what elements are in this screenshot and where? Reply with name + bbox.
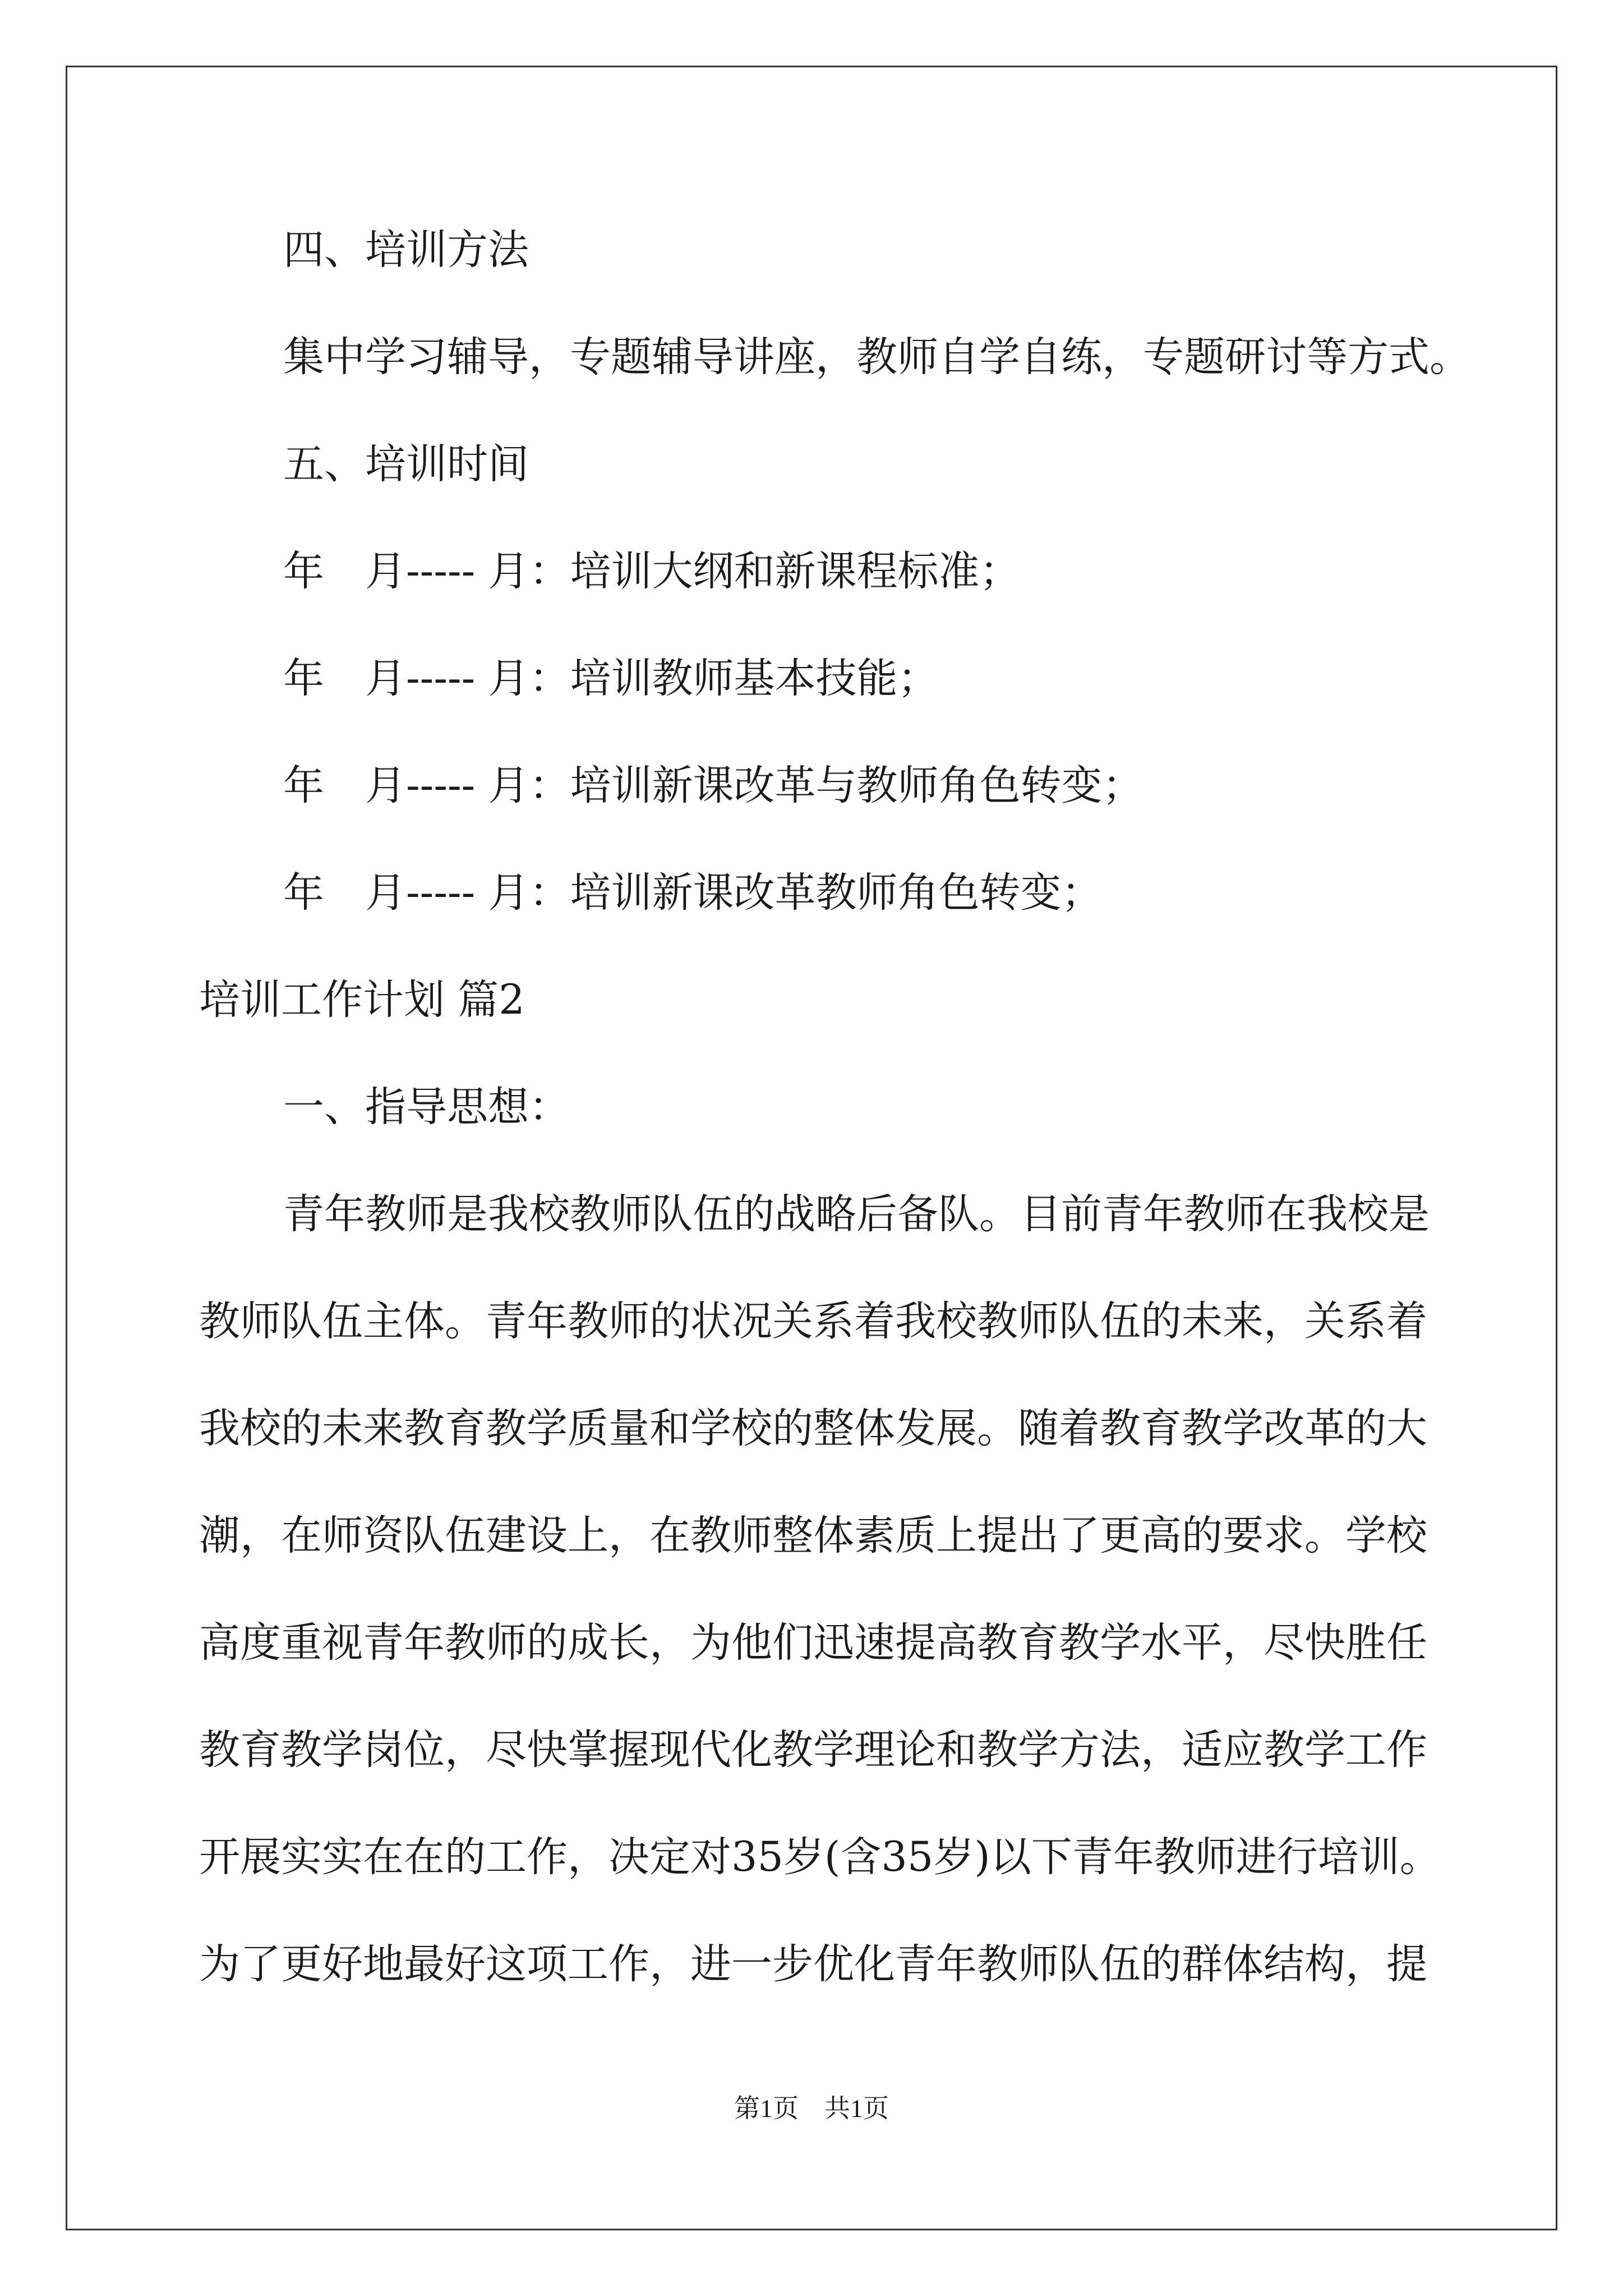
paragraph-line: 教师队伍主体。青年教师的状况关系着我校教师队伍的未来，关系着 (199, 1297, 1427, 1345)
schedule-item: 年 月----- 月：培训新课改革与教师角色转变； (283, 762, 1144, 809)
section-title: 培训工作计划 篇2 (199, 976, 525, 1024)
schedule-item: 年 月----- 月：培训新课改革教师角色转变； (283, 869, 1103, 917)
heading-guiding-thought: 一、指导思想： (283, 1083, 570, 1131)
method-paragraph: 集中学习辅导，专题辅导讲座，教师自学自练，专题研讨等方式。 (283, 333, 1470, 381)
paragraph-line: 为了更好地最好这项工作，进一步优化青年教师队伍的群体结构，提 (199, 1940, 1427, 1988)
paragraph-line: 青年教师是我校教师队伍的战略后备队。目前青年教师在我校是 (283, 1190, 1430, 1238)
paragraph-line: 潮，在师资队伍建设上，在教师整体素质上提出了更高的要求。学校 (199, 1512, 1427, 1559)
heading-training-time: 五、培训时间 (283, 440, 529, 488)
paragraph-line: 我校的未来教育教学质量和学校的整体发展。随着教育教学改革的大 (199, 1405, 1427, 1452)
page-number-footer: 第1页 共1页 (734, 2094, 889, 2123)
page-frame (66, 66, 1557, 2230)
schedule-item: 年 月----- 月：培训教师基本技能； (283, 655, 939, 702)
paragraph-line: 开展实实在在的工作，决定对35岁(含35岁)以下青年教师进行培训。 (199, 1833, 1441, 1881)
paragraph-line: 高度重视青年教师的成长，为他们迅速提高教育教学水平，尽快胜任 (199, 1619, 1427, 1667)
paragraph-line: 教育教学岗位，尽快掌握现代化教学理论和教学方法，适应教学工作 (199, 1726, 1427, 1774)
schedule-item: 年 月----- 月：培训大纲和新课程标准； (283, 547, 1021, 595)
heading-training-method: 四、培训方法 (283, 226, 529, 274)
